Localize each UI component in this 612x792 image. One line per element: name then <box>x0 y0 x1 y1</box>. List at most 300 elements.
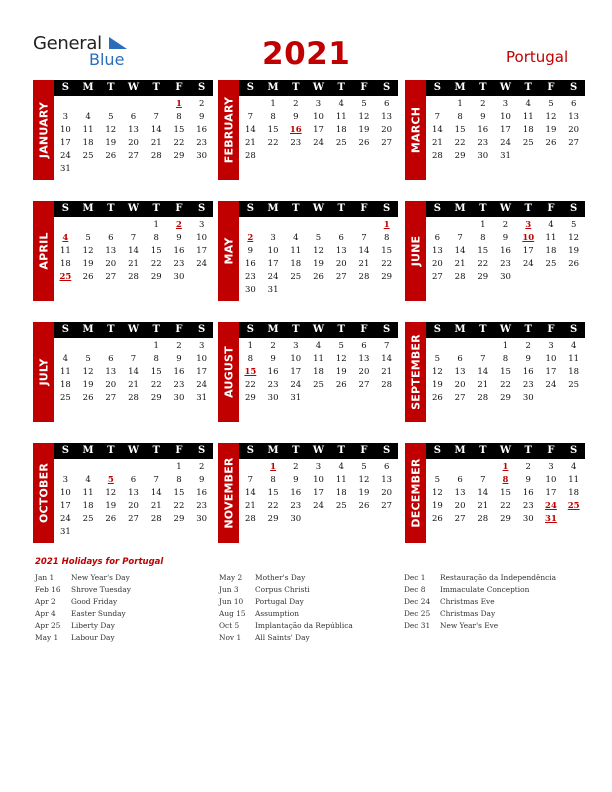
holiday-date: Jun 10 <box>219 597 244 606</box>
day-cell <box>307 513 330 526</box>
day-cell <box>122 98 145 111</box>
day-cell: 30 <box>522 514 534 524</box>
day-cell: 7 <box>247 112 254 122</box>
day-cell: 28 <box>128 272 139 282</box>
day-cell: 9 <box>525 354 531 364</box>
day-cell: 18 <box>313 367 324 377</box>
day-cell: 30 <box>173 393 185 403</box>
day-cell: 30 <box>196 514 208 524</box>
day-cell: 27 <box>454 393 466 403</box>
holiday-date: Dec 25 <box>404 609 431 618</box>
weekday-label: M <box>267 324 279 335</box>
weekday-label: F <box>360 203 368 214</box>
weekday-label: S <box>61 324 69 335</box>
holiday-day: 4 <box>62 233 69 243</box>
day-cell <box>307 284 330 297</box>
day-cell: 3 <box>62 112 69 122</box>
day-cell <box>54 461 77 474</box>
week-row <box>239 98 398 111</box>
day-cell <box>449 219 472 232</box>
holiday-name: Portugal Day <box>255 597 304 606</box>
day-cell: 11 <box>313 354 324 364</box>
day-cell: 26 <box>358 501 370 511</box>
weekday-label: S <box>61 445 69 456</box>
day-cell: 13 <box>105 246 117 256</box>
day-grid <box>54 219 213 284</box>
week-row <box>239 124 398 137</box>
day-cell: 17 <box>59 501 71 511</box>
day-cell: 29 <box>477 272 489 282</box>
day-cell: 13 <box>358 354 370 364</box>
holiday-item <box>35 584 210 596</box>
day-cell: 1 <box>153 220 159 230</box>
week-row <box>426 245 585 258</box>
day-grid <box>426 219 585 284</box>
day-cell: 27 <box>381 501 393 511</box>
day-cell: 30 <box>500 272 511 282</box>
day-cell: 7 <box>247 475 254 485</box>
day-cell: 14 <box>128 367 139 377</box>
weekday-label: S <box>433 445 441 456</box>
day-cell: 23 <box>267 380 279 390</box>
day-cell: 21 <box>150 501 162 511</box>
day-cell: 3 <box>548 341 554 351</box>
holiday-name: Labour Day <box>71 633 115 642</box>
day-cell: 20 <box>128 501 139 511</box>
week-row <box>54 245 213 258</box>
holiday-date: May 1 <box>35 633 59 642</box>
day-cell: 1 <box>480 220 486 230</box>
week-row <box>54 461 213 474</box>
day-cell <box>239 461 262 474</box>
day-cell: 21 <box>128 380 139 390</box>
day-cell: 19 <box>105 501 117 511</box>
day-cell: 17 <box>545 367 557 377</box>
day-cell: 19 <box>358 488 370 498</box>
weekday-label: S <box>383 324 391 335</box>
holiday-day: 31 <box>545 514 557 524</box>
day-cell: 19 <box>82 259 94 269</box>
weekday-label: T <box>152 445 160 456</box>
holiday-day: 1 <box>270 462 277 472</box>
day-cell <box>168 163 191 176</box>
day-cell: 4 <box>62 354 69 364</box>
day-cell <box>375 513 398 526</box>
day-cell: 13 <box>335 246 347 256</box>
day-cell: 15 <box>173 125 185 135</box>
day-cell <box>353 219 376 232</box>
day-cell: 18 <box>59 259 71 269</box>
day-cell: 29 <box>150 272 162 282</box>
day-cell: 11 <box>82 488 94 498</box>
weekday-label: W <box>312 82 325 93</box>
weekday-header <box>426 322 585 338</box>
day-cell <box>307 392 330 405</box>
day-cell: 28 <box>431 151 443 161</box>
day-cell: 24 <box>500 138 511 148</box>
day-cell: 21 <box>381 367 393 377</box>
month-tab <box>405 80 426 180</box>
day-cell: 2 <box>270 341 276 351</box>
day-cell: 7 <box>457 233 463 243</box>
day-cell: 20 <box>128 138 139 148</box>
day-cell: 9 <box>270 354 276 364</box>
weekday-label: T <box>337 324 345 335</box>
weekday-label: W <box>127 203 140 214</box>
weekday-label: F <box>175 203 183 214</box>
week-row <box>426 232 585 245</box>
day-cell: 20 <box>381 125 393 135</box>
day-cell: 11 <box>568 354 580 364</box>
weekday-label: F <box>547 445 555 456</box>
day-cell: 14 <box>454 246 466 256</box>
holiday-item <box>35 632 210 644</box>
day-cell: 20 <box>431 259 443 269</box>
day-cell: 28 <box>244 151 256 161</box>
week-row <box>54 392 213 405</box>
week-row <box>426 137 585 150</box>
day-cell: 23 <box>290 138 302 148</box>
day-cell: 3 <box>198 220 205 230</box>
day-cell: 20 <box>454 501 466 511</box>
week-row <box>426 98 585 111</box>
day-cell <box>517 150 540 163</box>
day-cell: 18 <box>522 125 534 135</box>
week-row <box>239 366 398 379</box>
day-cell: 7 <box>383 341 390 351</box>
day-cell <box>122 461 145 474</box>
week-row <box>54 271 213 284</box>
day-cell: 30 <box>477 151 489 161</box>
day-cell: 23 <box>477 138 489 148</box>
day-grid <box>426 461 585 526</box>
weekday-label: T <box>292 203 300 214</box>
week-row <box>54 124 213 137</box>
day-cell: 19 <box>431 501 443 511</box>
month-tab <box>218 443 239 543</box>
day-cell <box>284 284 307 297</box>
week-row <box>239 271 398 284</box>
day-cell: 6 <box>338 233 344 243</box>
month-march <box>405 80 585 180</box>
day-cell: 12 <box>545 112 557 122</box>
weekday-label: S <box>61 203 69 214</box>
day-cell: 30 <box>196 151 208 161</box>
day-cell <box>77 340 100 353</box>
day-cell: 11 <box>290 246 302 256</box>
weekday-label: T <box>479 203 487 214</box>
weekday-label: S <box>433 324 441 335</box>
weekday-label: S <box>246 445 254 456</box>
weekday-label: T <box>479 82 487 93</box>
day-cell <box>426 219 449 232</box>
day-cell: 11 <box>82 125 94 135</box>
day-cell: 21 <box>358 259 370 269</box>
day-grid <box>426 98 585 163</box>
day-cell: 26 <box>335 380 347 390</box>
week-row <box>239 500 398 513</box>
day-cell: 30 <box>522 393 534 403</box>
day-cell: 17 <box>545 488 557 498</box>
day-cell: 2 <box>198 462 205 472</box>
day-cell: 17 <box>313 125 324 135</box>
month-september <box>405 322 585 422</box>
weekday-label: W <box>312 445 325 456</box>
month-april <box>33 201 213 301</box>
day-cell: 16 <box>522 367 534 377</box>
day-cell: 8 <box>480 233 486 243</box>
day-cell <box>284 150 307 163</box>
holiday-item <box>404 584 584 596</box>
weekday-label: W <box>499 203 512 214</box>
day-cell: 31 <box>59 527 71 537</box>
holiday-day: 3 <box>525 220 532 230</box>
day-cell: 5 <box>361 462 367 472</box>
day-cell: 8 <box>176 112 182 122</box>
day-cell: 8 <box>383 233 390 243</box>
day-cell: 15 <box>454 125 466 135</box>
day-cell: 28 <box>358 272 370 282</box>
day-cell: 21 <box>477 380 489 390</box>
day-cell: 27 <box>128 151 139 161</box>
day-cell: 17 <box>290 367 302 377</box>
day-cell: 24 <box>59 151 71 161</box>
weekday-label: S <box>383 445 391 456</box>
day-cell: 22 <box>173 138 185 148</box>
day-cell: 8 <box>270 112 276 122</box>
day-cell: 24 <box>196 259 208 269</box>
day-cell: 15 <box>500 367 511 377</box>
weekday-label: T <box>524 324 532 335</box>
weekday-label: S <box>433 203 441 214</box>
day-cell: 2 <box>525 341 531 351</box>
day-cell: 7 <box>153 112 159 122</box>
day-cell <box>375 150 398 163</box>
day-cell: 5 <box>434 354 441 364</box>
holiday-item <box>35 608 210 620</box>
day-cell: 15 <box>150 367 162 377</box>
day-cell: 6 <box>434 233 441 243</box>
day-cell: 28 <box>150 514 162 524</box>
day-cell: 10 <box>290 354 302 364</box>
day-cell: 24 <box>59 514 71 524</box>
weekday-label: M <box>454 445 466 456</box>
day-cell <box>562 513 585 526</box>
day-cell: 13 <box>128 488 139 498</box>
day-cell <box>562 150 585 163</box>
day-cell: 4 <box>570 341 577 351</box>
day-cell: 19 <box>82 380 94 390</box>
day-cell: 12 <box>358 475 370 485</box>
day-cell: 30 <box>173 272 185 282</box>
day-cell: 19 <box>431 380 443 390</box>
week-row <box>54 487 213 500</box>
day-cell <box>449 340 472 353</box>
day-cell: 24 <box>313 138 324 148</box>
weekday-label: M <box>454 82 466 93</box>
weekday-label: T <box>292 82 300 93</box>
day-cell: 4 <box>293 233 299 243</box>
day-cell: 31 <box>196 393 208 403</box>
week-row <box>426 124 585 137</box>
day-cell: 26 <box>568 259 580 269</box>
day-cell <box>284 219 307 232</box>
day-cell: 9 <box>293 112 299 122</box>
week-row <box>54 526 213 539</box>
day-cell: 31 <box>267 285 279 295</box>
week-row <box>426 487 585 500</box>
day-grid <box>54 98 213 176</box>
day-cell: 10 <box>545 354 557 364</box>
day-grid <box>239 340 398 405</box>
weekday-label: W <box>499 324 512 335</box>
day-cell: 17 <box>522 246 534 256</box>
day-cell <box>449 461 472 474</box>
weekday-label: T <box>292 324 300 335</box>
holiday-day: 2 <box>175 220 182 230</box>
day-cell: 18 <box>335 125 347 135</box>
weekday-label: S <box>383 82 391 93</box>
day-cell: 15 <box>173 488 185 498</box>
day-cell: 21 <box>431 138 443 148</box>
day-cell: 12 <box>82 367 94 377</box>
holiday-item <box>219 620 399 632</box>
day-cell: 14 <box>477 367 489 377</box>
day-cell: 23 <box>500 259 511 269</box>
day-cell <box>239 98 262 111</box>
month-name: AUGUST <box>222 346 235 398</box>
day-cell: 18 <box>545 246 557 256</box>
weekday-label: M <box>82 445 94 456</box>
day-cell <box>122 163 145 176</box>
month-name: DECEMBER <box>409 458 422 528</box>
day-cell: 10 <box>59 125 71 135</box>
day-cell: 3 <box>198 341 205 351</box>
day-cell: 13 <box>568 112 580 122</box>
day-cell: 5 <box>361 99 367 109</box>
weekday-label: T <box>524 82 532 93</box>
calendar-country: Portugal <box>506 48 569 66</box>
week-row <box>239 392 398 405</box>
day-cell: 3 <box>293 341 299 351</box>
week-row <box>426 366 585 379</box>
day-grid <box>239 461 398 526</box>
day-grid <box>239 219 398 297</box>
day-cell: 31 <box>500 151 511 161</box>
day-cell: 11 <box>545 233 557 243</box>
weekday-header <box>239 322 398 338</box>
day-cell: 1 <box>502 341 509 351</box>
day-cell: 25 <box>545 259 557 269</box>
holiday-day: 1 <box>175 99 182 109</box>
day-cell: 14 <box>477 488 489 498</box>
day-cell: 20 <box>358 367 370 377</box>
day-cell: 12 <box>568 233 580 243</box>
day-cell: 31 <box>290 393 302 403</box>
month-tab <box>33 201 54 301</box>
day-cell: 11 <box>568 475 580 485</box>
day-cell: 25 <box>82 151 94 161</box>
week-row <box>426 379 585 392</box>
day-cell <box>353 392 376 405</box>
day-cell: 12 <box>105 488 117 498</box>
day-cell: 13 <box>128 125 139 135</box>
weekday-label: W <box>127 82 140 93</box>
calendar-year: 2021 <box>262 36 351 72</box>
weekday-header <box>426 201 585 217</box>
day-cell: 25 <box>335 501 347 511</box>
weekday-label: F <box>360 445 368 456</box>
week-row <box>426 340 585 353</box>
day-cell <box>353 150 376 163</box>
day-cell: 28 <box>244 514 256 524</box>
day-cell <box>77 98 100 111</box>
day-cell: 24 <box>522 259 534 269</box>
weekday-label: T <box>337 203 345 214</box>
weekday-label: W <box>312 203 325 214</box>
week-row <box>54 500 213 513</box>
holiday-name: Implantação da República <box>255 621 353 630</box>
week-row <box>54 366 213 379</box>
day-cell: 6 <box>130 112 137 122</box>
holiday-name: Restauração da Independência <box>440 573 557 582</box>
holiday-name: New Year's Eve <box>440 621 499 630</box>
weekday-label: S <box>570 82 578 93</box>
weekday-label: M <box>454 324 466 335</box>
day-cell <box>562 392 585 405</box>
day-cell: 14 <box>244 488 256 498</box>
day-cell: 22 <box>500 380 511 390</box>
day-cell <box>375 284 398 297</box>
day-cell: 13 <box>105 367 117 377</box>
week-row <box>239 461 398 474</box>
day-cell: 27 <box>128 514 139 524</box>
day-cell: 9 <box>525 475 531 485</box>
holiday-day: 25 <box>567 501 580 511</box>
day-cell: 14 <box>150 125 162 135</box>
day-cell: 27 <box>381 138 393 148</box>
week-row <box>426 461 585 474</box>
day-cell: 29 <box>173 151 185 161</box>
day-cell: 9 <box>247 246 254 256</box>
week-row <box>239 258 398 271</box>
day-cell: 25 <box>290 272 302 282</box>
holiday-day: 16 <box>289 125 302 135</box>
weekday-header <box>426 80 585 96</box>
day-cell <box>517 271 540 284</box>
day-cell: 1 <box>457 99 463 109</box>
day-cell: 23 <box>290 501 302 511</box>
week-row <box>426 219 585 232</box>
day-cell: 18 <box>59 380 71 390</box>
holiday-date: Apr 4 <box>35 609 56 618</box>
weekday-label: S <box>570 203 578 214</box>
day-cell: 3 <box>315 99 322 109</box>
day-cell: 29 <box>150 393 162 403</box>
week-row <box>54 150 213 163</box>
day-cell: 8 <box>176 475 182 485</box>
day-cell: 6 <box>108 233 114 243</box>
day-cell: 28 <box>477 514 489 524</box>
day-cell: 5 <box>570 220 577 230</box>
day-cell: 20 <box>568 125 580 135</box>
month-tab <box>218 80 239 180</box>
day-cell: 29 <box>173 514 185 524</box>
holiday-day: 10 <box>522 233 535 243</box>
holiday-date: Dec 1 <box>404 573 426 582</box>
day-cell: 16 <box>477 125 489 135</box>
day-cell: 21 <box>244 501 256 511</box>
